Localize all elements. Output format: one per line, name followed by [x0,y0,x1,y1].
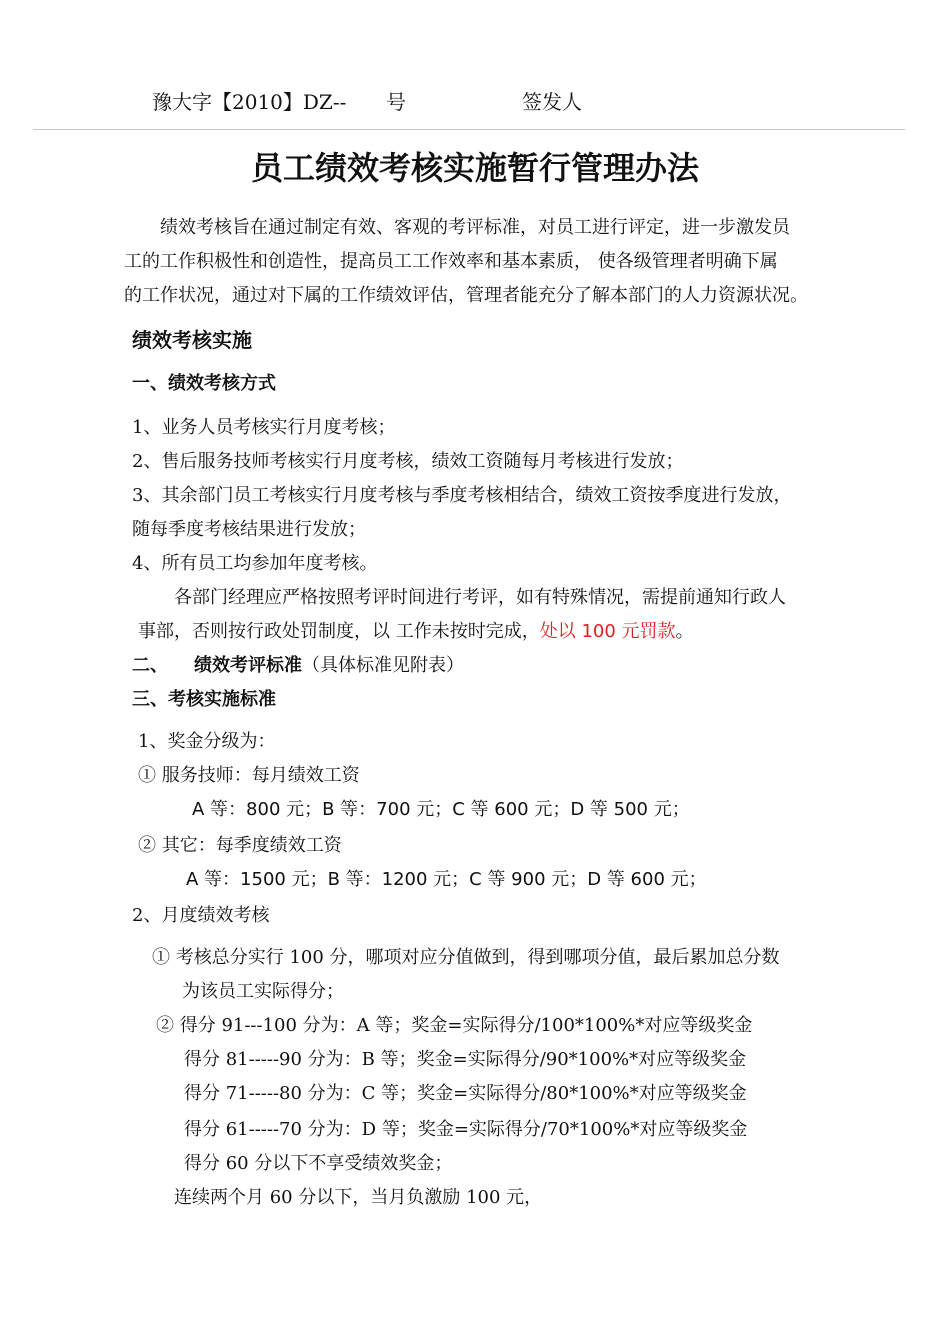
intro-line-2: 工的工作积极性和创造性，提高员工工作效率和基本素质， 使各级管理者明确下属 [124,251,778,272]
s1-item-1: 1、业务人员考核实行月度考核； [132,417,396,438]
section-main-heading: 绩效考核实施 [132,328,252,352]
s1-item-3-cont: 随每季度考核结果进行发放； [132,519,366,540]
m2-line-5: 得分 60 分以下不享受绩效奖金； [184,1153,453,1174]
tech-label: ① 服务技师：每月绩效工资 [138,765,360,786]
s1-item-3: 3、其余部门员工考核实行月度考核与季度考核相结合，绩效工资按季度进行发放， [132,485,792,506]
section-3-heading: 三、考核实施标准 [132,689,276,710]
m2-line-2: 得分 81-----90 分为：B 等；奖金=实际得分/90*100%*对应等级奖金 [184,1049,747,1070]
section-2-suffix: （具体标准见附表） [302,655,464,676]
s1-note-line-1: 各部门经理应严格按照考评时间进行考评，如有特殊情况，需提前通知行政人 [174,587,786,608]
other-levels: A 等：1500 元；B 等：1200 元；C 等 900 元；D 等 600 元； [186,869,707,890]
s1-note-suffix: 。 [675,621,694,642]
monthly-title: 2、月度绩效考核 [132,905,270,926]
s1-note-prefix: 事部，否则按行政处罚制度，以 工作未按时完成， [138,621,540,642]
doc-number-suffix: 号 [386,90,406,114]
s1-item-2: 2、售后服务技师考核实行月度考核，绩效工资随每月考核进行发放； [132,451,684,472]
m2-line-3: 得分 71-----80 分为：C 等；奖金=实际得分/80*100%*对应等级奖金 [184,1083,747,1104]
signer-label: 签发人 [522,90,582,114]
m2-line-1: ② 得分 91---100 分为：A 等；奖金=实际得分/100*100%*对应等级奖金 [156,1015,753,1036]
section-2-heading [132,654,464,678]
other-label: ② 其它：每季度绩效工资 [138,835,342,856]
penalty-highlight: 处以 100 元罚款 [539,621,676,642]
m1-line-2: 为该员工实际得分； [182,981,344,1002]
intro-line-3: 的工作状况，通过对下属的工作绩效评估，管理者能充分了解本部门的人力资源状况。 [124,285,808,306]
document-title: 员工绩效考核实施暂行管理办法 [250,149,699,187]
s1-item-4: 4、所有员工均参加年度考核。 [132,553,378,574]
m1-line-1: ① 考核总分实行 100 分，哪项对应分值做到，得到哪项分值，最后累加总分数 [152,947,780,968]
intro-line-1: 绩效考核旨在通过制定有效、客观的考评标准，对员工进行评定，进一步激发员 [160,217,790,238]
section-2-number: 二、 [132,655,168,676]
doc-number: 豫大字【2010】DZ-- [152,90,347,114]
tech-levels: A 等：800 元；B 等：700 元；C 等 600 元；D 等 500 元； [192,799,690,820]
penalty-line: 连续两个月 60 分以下，当月负激励 100 元， [174,1187,543,1208]
bonus-title: 1、奖金分级为： [138,731,276,752]
section-1-heading: 一、绩效考核方式 [132,373,276,394]
section-2-title: 绩效考评标准 [194,655,302,676]
header-divider [33,129,905,130]
m2-line-4: 得分 61-----70 分为：D 等；奖金=实际得分/70*100%*对应等级奖金 [184,1119,748,1140]
s1-note-line-2 [138,620,694,644]
